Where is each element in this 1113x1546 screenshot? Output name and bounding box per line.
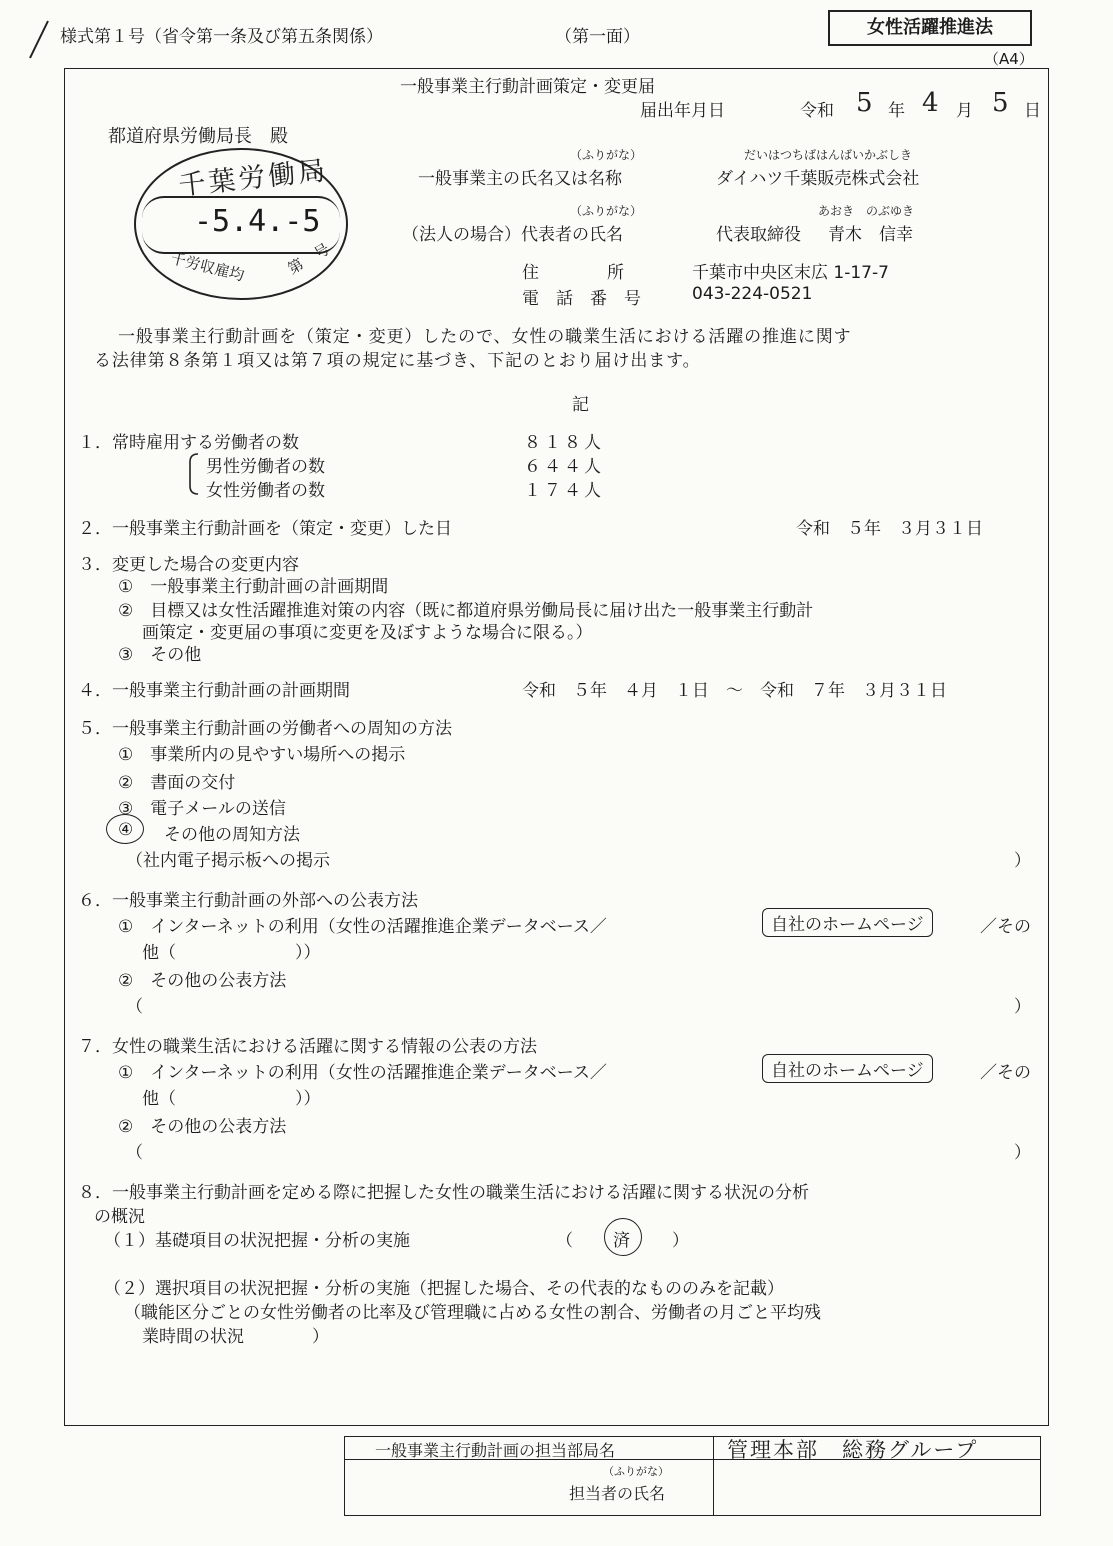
stamp-date: -5.4.-5 [194, 204, 321, 239]
name-label: 一般事業主の氏名又は名称 [418, 169, 622, 189]
date-label: 届出年月日 [640, 101, 725, 121]
s5-other-open: （社内電子掲示板への掲示 [126, 851, 330, 871]
name-furigana: だいはつちばはんばいかぶしき [744, 148, 913, 162]
s8-item-2b: （職能区分ごとの女性労働者の比率及び管理職に占める女性の割合、労働者の月ごと平均残 [124, 1303, 821, 1323]
form-title: 一般事業主行動計画策定・変更届 [400, 77, 655, 97]
date-year: 5 [856, 88, 873, 118]
intro-line-1: 一般事業主行動計画を（策定・変更）したので、女性の職業生活における活躍の推進に関す [118, 327, 852, 347]
s7-option-2: ② その他の公表方法 [118, 1117, 287, 1137]
rep-furigana: あおき のぶゆき [818, 204, 915, 218]
s3-option-3: ③ その他 [118, 645, 202, 665]
s6-label: ６．一般事業主行動計画の外部への公表方法 [78, 891, 418, 911]
rep-title: 代表取締役 [716, 225, 801, 245]
company-name: ダイハツ千葉販売株式会社 [716, 169, 920, 189]
dept-label: 一般事業主行動計画の担当部局名 [375, 1441, 616, 1460]
furigana-label: （ふりがな） [570, 148, 643, 162]
s6-option-1: ① インターネットの利用（女性の活躍推進企業データベース／ [118, 917, 607, 937]
s6-paren-close: ） [1014, 997, 1031, 1017]
s4-value: 令和 ５年 ４月 １日 ～ 令和 ７年 ３月３１日 [522, 681, 947, 701]
dept-value: 管理本部 総務グループ [727, 1438, 979, 1462]
s3-label: ３．変更した場合の変更内容 [78, 555, 299, 575]
form-side: （第一面） [555, 27, 640, 47]
date-day-unit: 日 [1024, 101, 1041, 121]
reception-stamp [134, 148, 348, 300]
form-number: 様式第１号（省令第一条及び第五条関係） [60, 27, 383, 47]
person-label: 担当者の氏名 [569, 1484, 666, 1503]
s5-other-close: ） [1014, 851, 1031, 871]
s7-paren-close: ） [1014, 1143, 1031, 1163]
s1-value: ８１８人 [524, 433, 604, 453]
phone-label: 電 話 番 号 [522, 289, 641, 309]
s1-female-value: １７４人 [524, 481, 604, 501]
contact-table-col-divider [713, 1437, 714, 1515]
paper-size: （A4） [984, 50, 1034, 68]
s8-item-1: （１）基礎項目の状況把握・分析の実施 [104, 1231, 410, 1251]
contact-table [344, 1436, 1041, 1516]
date-month: 4 [922, 88, 939, 118]
s7-circled-homepage: 自社のホームページ [762, 1054, 933, 1083]
s2-value: 令和 ５年 ３月３１日 [796, 519, 983, 539]
s8-item-2: （２）選択項目の状況把握・分析の実施（把握した場合、その代表的なもののみを記載） [104, 1279, 784, 1299]
s7-option-1b: 他（ ）） [142, 1089, 321, 1109]
s7-label: ７．女性の職業生活における活躍に関する情報の公表の方法 [78, 1037, 537, 1057]
stamp-receipt-code: 千労収雇均 [168, 249, 246, 285]
s5-option-4: その他の周知方法 [164, 825, 300, 845]
s1-female-label: 女性労働者の数 [206, 481, 325, 501]
s6-option-1-tail: ／その [980, 917, 1031, 937]
phone-value: 043-224-0521 [692, 284, 813, 304]
s7-paren-open: （ [126, 1143, 143, 1163]
s6-option-1b: 他（ ）） [142, 943, 321, 963]
s1-bracket [186, 452, 200, 496]
s1-male-label: 男性労働者の数 [206, 457, 325, 477]
s1-label: １．常時雇用する労働者の数 [78, 433, 299, 453]
s7-option-1: ① インターネットの利用（女性の活躍推進企業データベース／ [118, 1063, 607, 1083]
s8-item-1-open: （ [556, 1231, 573, 1251]
s5-label: ５．一般事業主行動計画の労働者への周知の方法 [78, 719, 452, 739]
address-value: 千葉市中央区末広 1-17-7 [692, 263, 889, 283]
date-month-unit: 月 [956, 101, 973, 121]
s1-male-value: ６４４人 [524, 457, 604, 477]
date-era: 令和 [800, 101, 834, 121]
pen-slash-mark [26, 18, 52, 62]
s4-label: ４．一般事業主行動計画の計画期間 [78, 681, 350, 701]
s2-label: ２．一般事業主行動計画を（策定・変更）した日 [78, 519, 452, 539]
date-day: 5 [992, 88, 1009, 118]
s5-option-3: ③ 電子メールの送信 [118, 799, 286, 819]
s8-item-2c: 業時間の状況 ） [142, 1327, 329, 1347]
s8-label: ８．一般事業主行動計画を定める際に把握した女性の職業生活における活躍に関する状況の分析 [78, 1183, 809, 1203]
stamp-number-label: 第 号 [284, 239, 333, 278]
s8-item-1-close: ） [672, 1231, 689, 1251]
intro-line-2: る法律第８条第１項又は第７項の規定に基づき、下記のとおり届け出ます。 [94, 351, 701, 371]
s6-circled-homepage: 自社のホームページ [762, 908, 933, 937]
s8-label-cont: の概況 [94, 1207, 145, 1227]
s3-option-1: ① 一般事業主行動計画の計画期間 [118, 577, 389, 597]
s6-option-2: ② その他の公表方法 [118, 971, 287, 991]
s8-item-1-mark: 済 [613, 1231, 630, 1251]
ki-heading: 記 [572, 395, 589, 415]
person-furigana: （ふりがな） [603, 1465, 669, 1478]
s5-option-1: ① 事業所内の見やすい場所への掲示 [118, 745, 406, 765]
date-year-unit: 年 [888, 101, 905, 121]
rep-name: 青木 信幸 [828, 225, 913, 245]
addressee: 都道府県労働局長 殿 [108, 126, 288, 147]
address-label: 住 所 [522, 263, 624, 283]
s5-option-4-mark: ④ [118, 820, 134, 840]
s3-option-2b: 画策定・変更届の事項に変更を及ぼすような場合に限る。） [142, 623, 593, 643]
s5-option-2: ② 書面の交付 [118, 773, 236, 793]
stamp-office: 千葉労働局 [177, 155, 330, 202]
law-box: 女性活躍推進法 [828, 10, 1032, 46]
s3-option-2a: ② 目標又は女性活躍推進対策の内容（既に都道府県労働局長に届け出た一般事業主行動計 [118, 601, 814, 621]
s7-option-1-tail: ／その [980, 1063, 1031, 1083]
rep-furigana-label: （ふりがな） [570, 204, 643, 218]
rep-label: （法人の場合）代表者の氏名 [402, 225, 623, 245]
s6-paren-open: （ [126, 997, 143, 1017]
